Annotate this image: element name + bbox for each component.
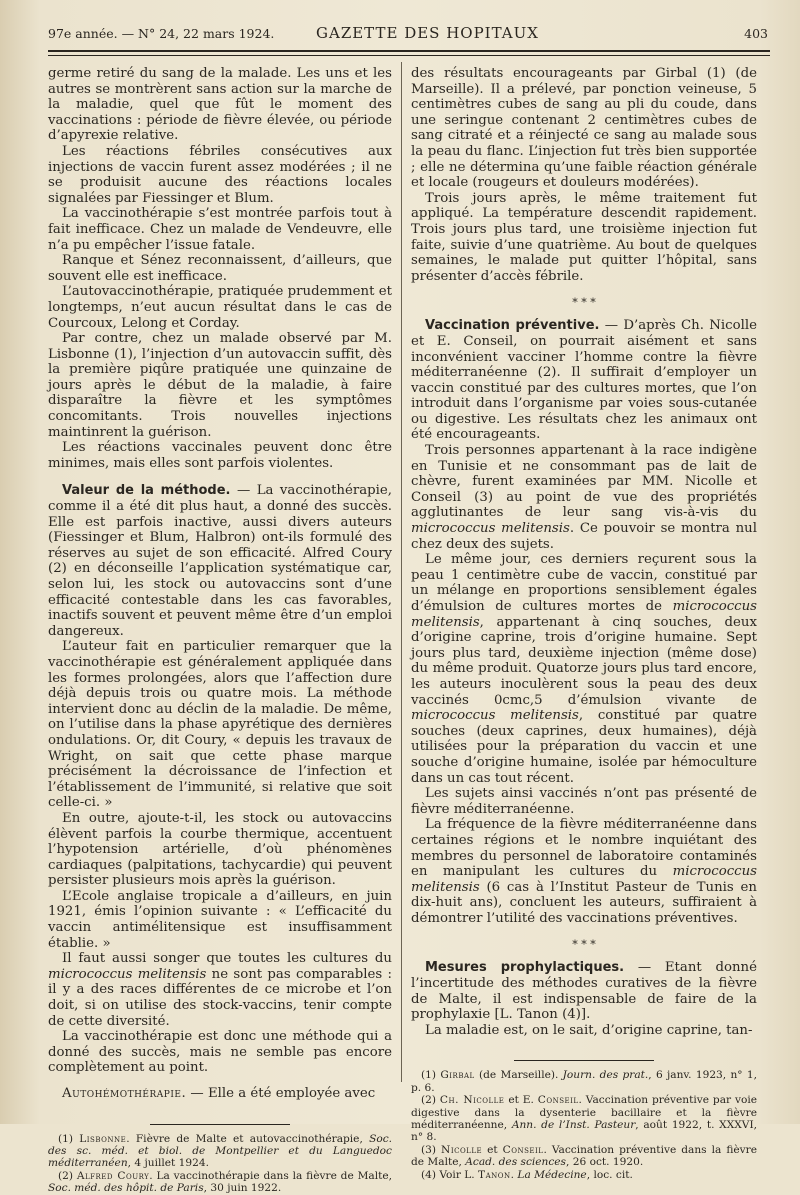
footnote-text: . Vaccination préventive par voie digestive dans la dysenterie bacillaire et la fièvre méditerranéenne, xyxy=(411,1094,758,1132)
paragraph: Les réactions vaccinales peuvent donc être minimes, mais elles sont parfois violentes. xyxy=(48,440,392,471)
section-title: Autohémothérapie. xyxy=(62,1086,187,1101)
footnote-journal: Soc. des sc. méd. et biol. de Montpellier et du Languedoc méditerranéen xyxy=(48,1132,392,1170)
text-run: . Ce pouvoir se montra nul chez deux des sujets. xyxy=(411,521,757,552)
paragraph: Ranque et Sénez reconnaissent, d’ailleurs, que souvent elle est inefficace. xyxy=(48,253,392,284)
footnote-text: , août 1922, t. XXXVI, n° 8. xyxy=(411,1119,758,1144)
publication-title: GAZETTE DES HOPITAUX xyxy=(316,24,539,42)
section-text: — D’après Ch. Nicolle et E. Conseil, on pourrait aisément et sans inconvénient vacciner l’homme contre la fièvre méditerranéenne (2). Il suffirait d’employer un vaccin constitué par des cultures mortes, que l’on introduit dans l’organisme par voies sous-cutanée ou digestive. Les résultats chez les animaux ont été encourageants. xyxy=(411,318,757,443)
footnote: (2) Alfred Coury. La vaccinothérapie dans la fièvre de Malte, Soc. méd. des hôpit. de Paris, 30 juin 1922. xyxy=(48,1169,393,1195)
text-run: Il faut aussi songer que toutes les cultures du xyxy=(62,951,392,967)
footnote: (1) Lisbonne. Fièvre de Malte et autovaccinothérapie, Soc. des sc. méd. et biol. de Montpellier et du Languedoc méditerranéen, 4 juillet 1924. xyxy=(48,1132,392,1170)
footnote-text: , 6 janv. 1923, n° 1, p. 6. xyxy=(411,1069,758,1094)
paragraph: germe retiré du sang de la malade. Les uns et les autres se montrèrent sans action sur la marche de la maladie, quel que fût le moment des vaccinations : période de fièvre élevée, ou période d’apyrexie relative. xyxy=(48,66,392,144)
right-column xyxy=(411,66,757,1181)
section-title: Valeur de la méthode. xyxy=(62,483,231,499)
footnote-author: Conseil xyxy=(502,1143,544,1156)
footnote-text: , 30 juin 1922. xyxy=(203,1182,282,1195)
text-run: Le même jour, ces derniers reçurent sous la peau 1 centimètre cube de vaccin, constitué par un mélange en proportions sensiblement égales d’émulsion de cultures mortes de xyxy=(411,552,757,614)
footnote-text: (de Marseille). xyxy=(474,1069,563,1082)
footnote-journal: Ann. de l’Inst. Pasteur xyxy=(511,1119,636,1132)
footnote-journal: Soc. méd. des hôpit. de Paris xyxy=(48,1182,204,1195)
text-run: , constitué par quatre souches (deux caprines, deux humaines), déjà utilisées pour la préparation du vaccin et une souche d’origine humaine, isolée par hémoculture dans un cas tout récent. xyxy=(411,708,757,786)
paragraph: Les sujets ainsi vaccinés n’ont pas présenté de fièvre méditerranéenne. xyxy=(411,786,757,817)
section-paragraph xyxy=(411,318,757,443)
paragraph: La vaccinothérapie s’est montrée parfois tout à fait inefficace. Chez un malade de Vendeuvre, elle n’a pu empêcher l’issue fatale. xyxy=(48,206,392,253)
paragraph: Trois jours après, le même traitement fut appliqué. La température descendit rapidement. Trois jours plus tard, une troisième injection fut faite, suivie d’une quatrième. Au bout de quelques semaines, le malade put quitter l’hôpital, sans présenter d’accès fébrile. xyxy=(411,190,757,284)
paragraph: L’Ecole anglaise tropicale a d’ailleurs, en juin 1921, émis l’opinion suivante : « L’efficacité du vaccin antimélitensique est insuffisamment établie. » xyxy=(48,888,392,951)
paragraph xyxy=(411,443,757,552)
paragraph xyxy=(411,817,757,926)
section-text: — La vaccinothérapie, comme il a été dit plus haut, a donné des succès. Elle est parfois inactive, aussi divers auteurs (Fiessinger et Blum, Halbron) ont-ils formulé des réserves au sujet de son efficacité. Alfred Coury (2) en déconseille l’application systématique car, selon lui, les stock ou autovaccins sont d’une efficacité contestable dans les cas favorables, inactifs souvent et peuvent même être d’un emploi dangereux. xyxy=(48,483,392,639)
section-paragraph xyxy=(411,960,757,1022)
footnote-text: . La vaccinothérapie dans la fièvre de Malte, xyxy=(149,1169,393,1182)
footnote-text: , 4 juillet 1924. xyxy=(127,1157,209,1170)
footnote-text: et E. xyxy=(504,1094,538,1107)
column-divider xyxy=(401,62,402,1082)
footnote-text: . Vaccination préventive dans la fièvre de Malte, xyxy=(411,1143,758,1169)
section-paragraph xyxy=(48,483,392,639)
footnote-author: Ch. Nicolle xyxy=(439,1094,505,1107)
footnote-author: Conseil xyxy=(537,1094,579,1107)
footnote-author: Tanon xyxy=(478,1168,511,1181)
text-run: (6 cas à l’Institut Pasteur de Tunis en dix-huit ans), concluent les auteurs, suffiraient à démontrer l’utilité des vaccinations préventives. xyxy=(411,879,757,926)
footnote-author: Lisbonne xyxy=(79,1132,127,1145)
footnote-text: . Fièvre de Malte et autovaccinothérapie, xyxy=(126,1132,370,1145)
header-rule-thin xyxy=(48,55,770,56)
text-run: La fréquence de la fièvre méditerranéenne dans certaines régions et le nombre inquiétant des membres du personnel de laboratoire contaminés en manipulant les cultures du xyxy=(411,817,757,880)
footnote-journal: Acad. des sciences xyxy=(465,1156,566,1169)
italic-term: micrococcus melitensis xyxy=(411,708,579,724)
left-column xyxy=(48,66,392,1195)
footnote-journal: Journ. des prat. xyxy=(562,1069,649,1082)
paragraph: Les réactions fébriles consécutives aux injections de vaccin furent assez modérées ; il ne se produisit aucune des réactions locales signalées par Fiessinger et Blum. xyxy=(48,143,392,206)
section-text: — Etant donné l’incertitude des méthodes curatives de la fièvre de Malte, il est indispensable de faire de la prophylaxie [L. Tanon (4)]. xyxy=(411,960,757,1023)
paragraph xyxy=(411,552,757,786)
footnotes-left xyxy=(48,1133,392,1195)
italic-term: micrococcus melitensis xyxy=(411,521,570,537)
section-title: Mesures prophylactiques. xyxy=(425,960,625,976)
paragraph: La maladie est, on le sait, d’origine caprine, tan- xyxy=(425,1022,753,1038)
footnote-author: Nicolle xyxy=(441,1143,483,1156)
italic-term: micrococcus melitensis xyxy=(411,599,757,630)
section-text: — Elle a été employée avec xyxy=(186,1086,376,1101)
paragraph: En outre, ajoute-t-il, les stock ou autovaccins élèvent parfois la courbe thermique, accentuent l’hypotension artérielle, d’où phénomènes cardiaques (palpitations, tachycardie) qui peuvent persister plusieurs mois après la guérison. xyxy=(48,810,392,889)
paragraph: Par contre, chez un malade observé par M. Lisbonne (1), l’injection d’un autovaccin suffit, dès la première piqûre pratiquée une quinzaine de jours après le début de la maladie, à faire disparaître la fièvre et les symptômes concomitants. Trois nouvelles injections maintinrent la guérison. xyxy=(48,331,392,440)
footnote-rule xyxy=(514,1060,654,1061)
text-run: ne sont pas comparables : il y a des races différentes de ce microbe et l’on doit, si on utilise des stock-vaccins, tenir compte de cette diversité. xyxy=(48,966,392,1029)
footnote: (2) Ch. Nicolle et E. Conseil. Vaccination préventive par voie digestive dans la dysenterie bacillaire et la fièvre méditerranéenne, Ann. de l’Inst. Pasteur, août 1922, t. XXXVI, n° 8. xyxy=(411,1094,758,1144)
footnotes-right xyxy=(411,1069,757,1181)
page-header xyxy=(48,24,768,46)
section-separator: * * * xyxy=(572,296,596,310)
footnote: (1) Girbal (de Marseille). Journ. des prat., 6 janv. 1923, n° 1, p. 6. xyxy=(411,1069,758,1094)
header-rule xyxy=(48,50,770,52)
paragraph: La vaccinothérapie est donc une méthode qui a donné des succès, mais ne semble pas encore complètement au point. xyxy=(48,1029,392,1076)
text-run: Trois personnes appartenant à la race indigène en Tunisie et ne consommant pas de lait de chèvre, furent examinées par MM. Nicolle et Conseil (3) au point de vue des propriétés agglutinantes de leur sang vis-à-vis du xyxy=(411,443,757,521)
text-run: , appartenant à cinq souches, deux d’origine caprine, trois d’origine humaine. Sept jours plus tard, deuxième injection (même dose) du même produit. Quatorze jours plus tard encore, les auteurs inoculèrent sous la peau des deux vaccinés 0cmc,5 d’émulsion vivante de xyxy=(411,614,757,708)
italic-term: micrococcus melitensis xyxy=(48,966,207,982)
issue-info: 97e année. — N° 24, 22 mars 1924. xyxy=(48,26,275,41)
paragraph xyxy=(48,951,392,1029)
paragraph: L’autovaccinothérapie, pratiquée prudemment et longtemps, n’eut aucun résultat dans le cas de Courcoux, Lelong et Corday. xyxy=(48,284,392,331)
footnote-text: et xyxy=(482,1143,503,1156)
footnote-author: Girbal xyxy=(440,1069,475,1082)
section-paragraph xyxy=(48,1086,392,1102)
paragraph: des résultats encourageants par Girbal (1) (de Marseille). Il a prélevé, par ponction veineuse, 5 centimètres cubes de sang au pli du coude, dans une seringue contenant 2 centimètres cubes de sang citraté et a réinjecté ce sang au malade sous la peau du flanc. L’injection fut très bien supportée ; elle ne détermina qu’une faible réaction générale et locale (rougeurs et douleurs modérées). xyxy=(411,66,757,191)
paragraph: L’auteur fait en particulier remarquer que la vaccinothérapie est généralement appliquée dans les formes prolongées, alors que l’affection dure déjà depuis trois ou quatre mois. La méthode intervient donc au déclin de la maladie. De même, on l’utilise dans la phase apyrétique des dernières ondulations. Or, dit Coury, « depuis les travaux de Wright, on sait que cette phase marque précisément la décroissance de l’infection et l’établissement de l’immunité, si relative que soit celle-ci. » xyxy=(48,639,392,811)
section-separator: * * * xyxy=(572,938,596,952)
footnote-author: Alfred Coury xyxy=(76,1169,150,1182)
footnote: (3) Nicolle et Conseil. Vaccination préventive dans la fièvre de Malte, Acad. des sciences, 26 oct. 1920. xyxy=(411,1143,758,1169)
page-number: 403 xyxy=(744,26,768,41)
footnote-text: Voir L. xyxy=(439,1168,479,1181)
italic-term: micrococcus melitensis xyxy=(411,864,757,895)
section-title: Vaccination préventive. xyxy=(425,318,600,334)
footnote-text: , 26 oct. 1920. xyxy=(566,1156,644,1169)
footnote: (4) Voir L. Tanon. La Médecine, loc. cit. xyxy=(421,1168,633,1181)
footnote-journal: La Médecine xyxy=(517,1168,587,1181)
footnote-text: . xyxy=(510,1168,518,1181)
footnote-text: , loc. cit. xyxy=(586,1168,633,1181)
